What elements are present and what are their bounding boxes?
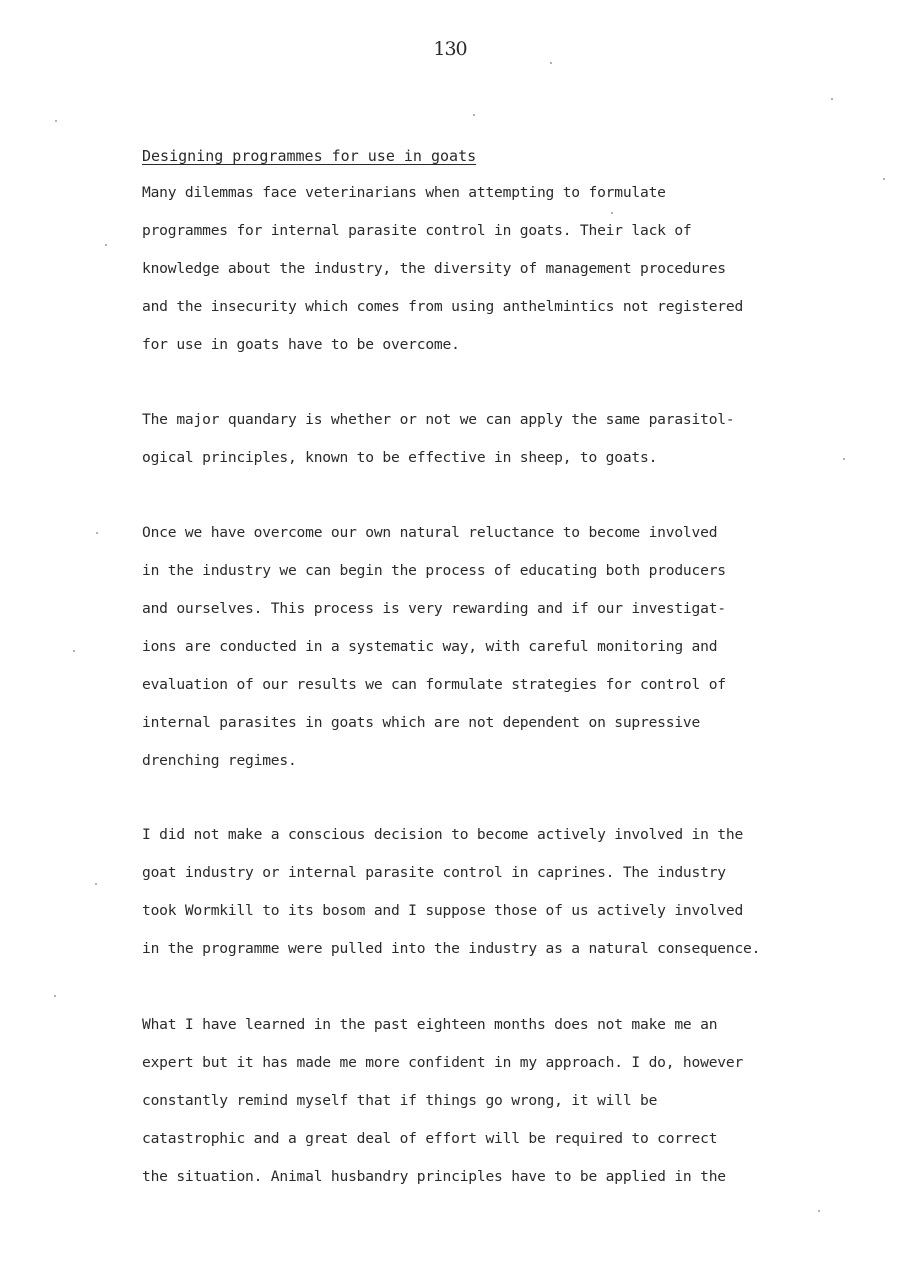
text-line: the situation. Animal husbandry principles have to be applied in the xyxy=(142,1168,726,1185)
text-line: Many dilemmas face veterinarians when attempting to formulate xyxy=(142,184,666,201)
text-line: took Wormkill to its bosom and I suppose those of us actively involved xyxy=(142,902,744,919)
scan-speck xyxy=(473,114,475,116)
text-line: ions are conducted in a systematic way, with careful monitoring and xyxy=(142,638,718,655)
scan-speck xyxy=(96,532,98,534)
text-line: What I have learned in the past eighteen months does not make me an xyxy=(142,1016,718,1033)
scan-speck xyxy=(831,98,833,100)
scan-speck xyxy=(105,244,107,246)
text-line: I did not make a conscious decision to become actively involved in the xyxy=(142,826,744,843)
text-line: goat industry or internal parasite control in caprines. The industry xyxy=(142,864,726,881)
scan-speck xyxy=(818,1210,820,1212)
paragraph-3 xyxy=(142,514,862,780)
text-line: drenching regimes. xyxy=(142,752,297,769)
text-line: ogical principles, known to be effective in sheep, to goats. xyxy=(142,449,658,466)
scan-speck xyxy=(55,120,57,122)
text-line: for use in goats have to be overcome. xyxy=(142,336,460,353)
paragraph-4 xyxy=(142,816,862,968)
paragraph-1 xyxy=(142,174,862,364)
paragraph-2 xyxy=(142,401,862,477)
text-line: in the programme were pulled into the industry as a natural consequence. xyxy=(142,940,761,957)
scan-speck xyxy=(883,178,885,180)
text-line: constantly remind myself that if things go wrong, it will be xyxy=(142,1092,658,1109)
text-line: in the industry we can begin the process of educating both producers xyxy=(142,562,726,579)
text-line: The major quandary is whether or not we can apply the same parasitol- xyxy=(142,411,735,428)
text-line: Once we have overcome our own natural reluctance to become involved xyxy=(142,524,718,541)
scan-speck xyxy=(73,650,75,652)
scan-speck xyxy=(54,995,56,997)
scan-speck xyxy=(550,62,552,64)
text-line: knowledge about the industry, the diversity of management procedures xyxy=(142,260,726,277)
text-line: and ourselves. This process is very rewarding and if our investigat- xyxy=(142,600,726,617)
scan-speck xyxy=(843,458,845,460)
text-line: and the insecurity which comes from using anthelmintics not registered xyxy=(142,298,744,315)
text-line: programmes for internal parasite control in goats. Their lack of xyxy=(142,222,692,239)
text-line: expert but it has made me more confident in my approach. I do, however xyxy=(142,1054,744,1071)
scan-speck xyxy=(611,212,613,214)
text-line: evaluation of our results we can formulate strategies for control of xyxy=(142,676,726,693)
section-heading: Designing programmes for use in goats xyxy=(142,147,477,165)
text-line: internal parasites in goats which are not dependent on supressive xyxy=(142,714,701,731)
paragraph-5 xyxy=(142,1006,862,1196)
text-line: catastrophic and a great deal of effort will be required to correct xyxy=(142,1130,718,1147)
page-number: 130 xyxy=(433,38,467,60)
scan-speck xyxy=(95,883,97,885)
